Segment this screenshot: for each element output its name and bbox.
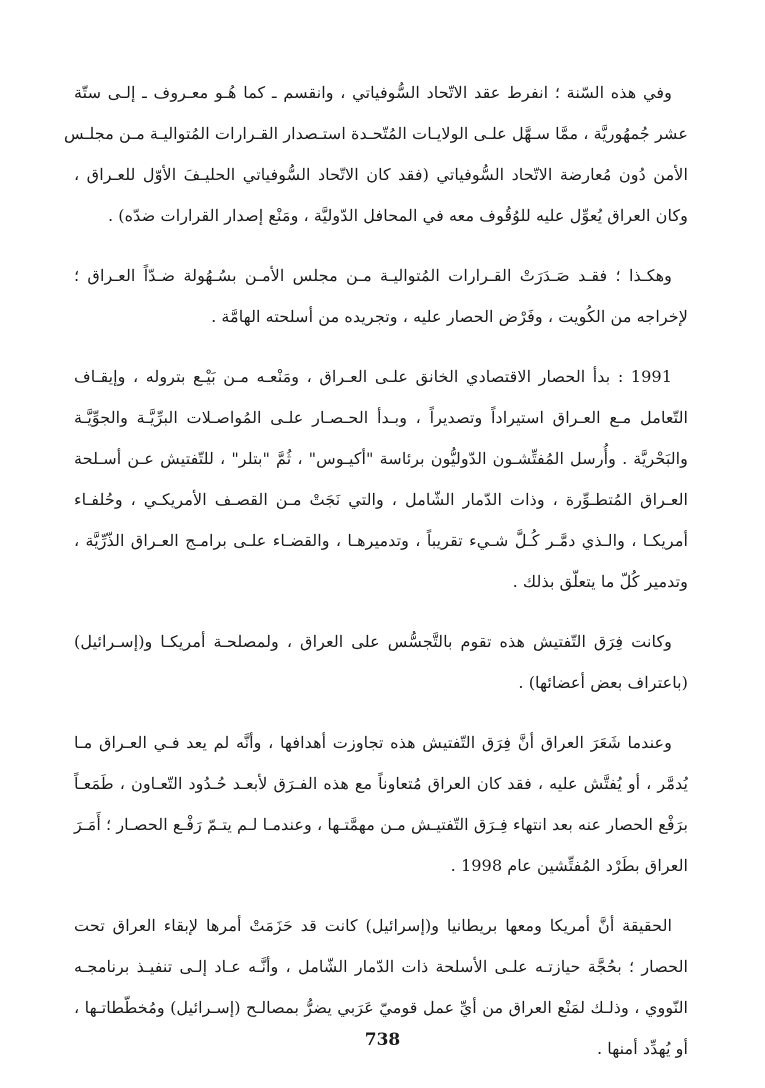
text-line: النّووي ، وذلـك لمَنْع العراق من أيِّ عمل قوميّ عَرَبي يضرُّ بمصالـح (إسـرائيل) ومُخطّطاتـها ، [74, 998, 688, 1017]
text-line: الأمن دُون مُعارضة الاتّحاد السُّوفياتي (فقد كان الاتّحاد السُّوفياتي الحليـفَ الأوّل للعـراق ، [74, 165, 688, 184]
text-line: لإخراجه من الكُويت ، وفَرْض الحصار عليه ، وتجريده من أسلحته الهامَّة . [211, 307, 688, 326]
text-line: وكانت فِرَق التّفتيش هذه تقوم بالتَّجسُّس على العراق ، ولمصلحـة أمريكـا و(إسـرائيل) [74, 632, 672, 651]
page-number: 738 [364, 1030, 401, 1050]
text-line: التّعامل مـع العـراق استيراداً وتصديراً ، وبـدأ الحـصـار علـى المُواصـلات البرِّيَّـة والجوِّيَّـة [74, 408, 688, 427]
paragraph-1 [64, 72, 688, 236]
text-line: عشر جُمهُوريَّة ، ممَّا سـهَّل علـى الولايـات المُتّحـدة استـصدار القـرارات المُتواليـة مـن مجلـس [64, 124, 688, 143]
text-line: والبَحْريَّة . وأُرسل المُفتِّشـون الدّوليُّون برئاسة "أكيـوس" ، ثُمَّ "بتلر" ، للتّفتيش عـن أسـلحة [74, 449, 688, 468]
text-line: العـراق المُتطـوِّرة ، وذات الدّمار الشّامل ، والتي نَجَتْ مـن القصـف الأمريكـي ، وحُلفـاء [74, 490, 688, 509]
text-line: وكان العراق يُعوِّل عليه للوُقُوف معه في المحافل الدّوليَّة ، ومَنْع إصدار القرارات ضدّه) . [107, 206, 688, 225]
text-line: الحقيقة أنَّ أمريكا ومعها بريطانيا و(إسرائيل) كانت قد حَزَمَتْ أمرها لإبقاء العراق تحت [74, 916, 672, 935]
page-body [64, 72, 688, 1088]
text-line: برَفْع الحصار عنه بعد انتهاء فِـرَق التّفتيـش مـن مهمَّتـها ، وعندمـا لـم يتـمّ رَفْـع الحصـار ؛ أَمَـرَ [74, 815, 688, 834]
text-line: الحصار ؛ بحُجَّة حيازتـه علـى الأسلحة ذات الدّمار الشّامل ، وأنَّـه عـاد إلـى تنفيـذ برنامجـه [74, 957, 688, 976]
text-line: يُدمَّر ، أو يُفتَّش عليه ، فقد كان العراق مُتعاوناً مع هذه الفـرَق لأبعـد حُـدُود التّعـاون ، طَمَعـاً [74, 774, 688, 793]
paragraph-5 [74, 722, 688, 886]
paragraph-3 [74, 356, 688, 602]
text-line: وفي هذه السّنة ؛ انفرط عقد الاتّحاد السُّوفياتي ، وانقسم ـ كما هُـو معـروف ـ إلـى ستّة [74, 83, 672, 102]
text-line: وهكـذا ؛ فقـد صَـدَرَتْ القـرارات المُتواليـة مـن مجلس الأمـن بسُـهُولة ضـدّاً العـراق ؛ [74, 266, 672, 285]
text-line: 1991 : بدأ الحصار الاقتصادي الخانق علـى العـراق ، ومَنْعـه مـن بَيْـع بتروله ، وإيقـاف [74, 367, 672, 386]
paragraph-2 [74, 255, 688, 337]
text-line: وعندما شَعَرَ العراق أنَّ فِرَق التّفتيش هذه تجاوزت أهدافها ، وأنَّه لم يعد فـي العـراق مـا [74, 733, 672, 752]
text-line: وتدمير كُلّ ما يتعلّق بذلك . [512, 572, 688, 591]
text-line: (باعتراف بعض أعضائها) . [518, 673, 688, 692]
text-line: أمريكـا ، والـذي دمَّـر كُـلَّ شـيء تقريباً ، وتدميرهـا ، والقضـاء علـى برامـج العـراق الذّرِّيَّة ، [74, 531, 688, 550]
paragraph-4 [74, 621, 688, 703]
text-line: أو يُهدِّد أمنها . [596, 1039, 688, 1058]
text-line: العراق بطَرْد المُفتِّشين عام 1998 . [450, 856, 688, 875]
